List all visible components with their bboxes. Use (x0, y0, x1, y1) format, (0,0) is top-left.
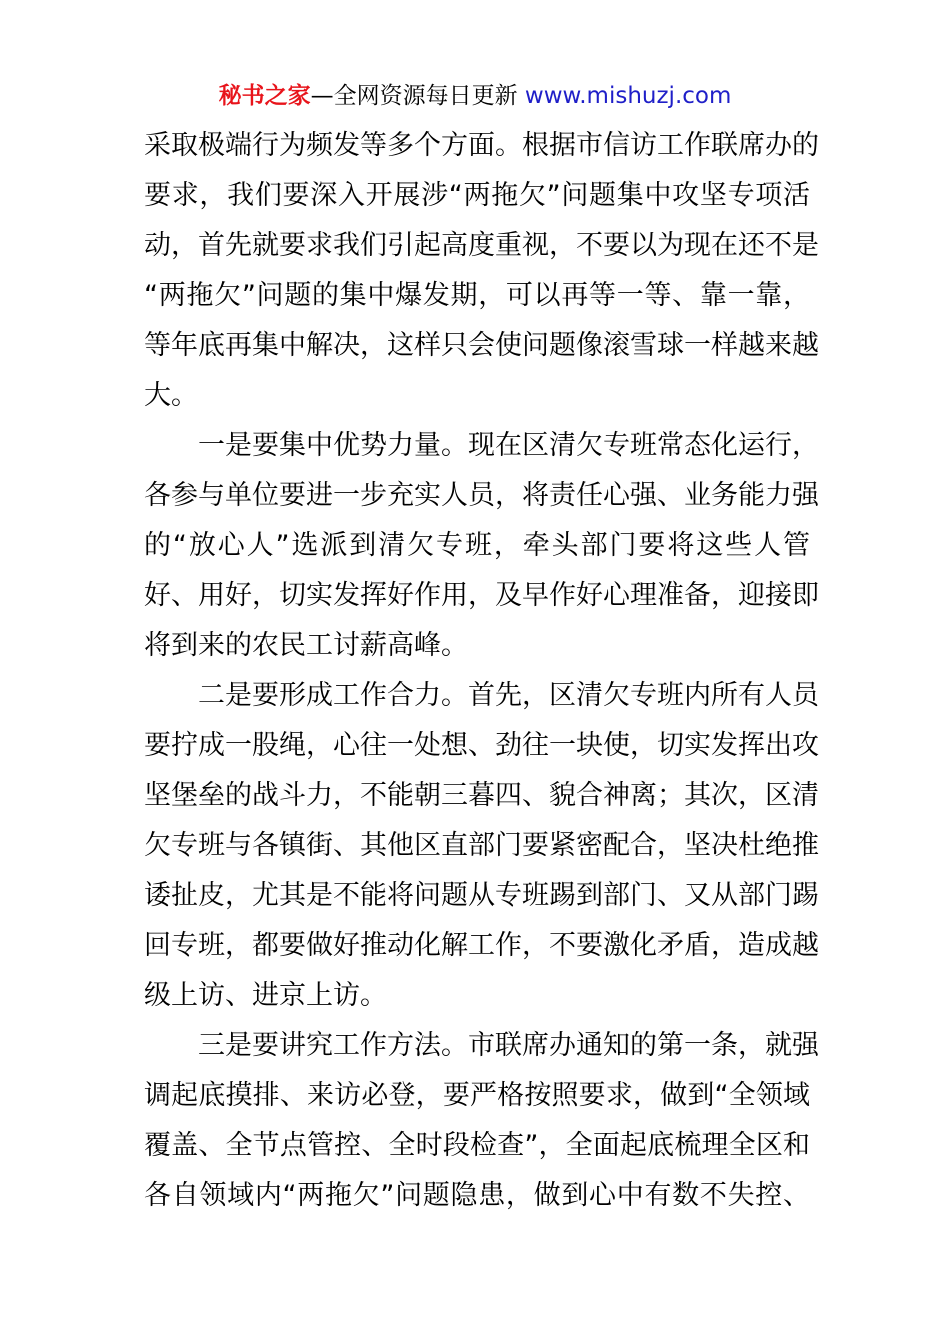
text-line: 欠专班与各镇街、其他区直部门要紧密配合，坚决杜绝推 (144, 830, 819, 861)
text-line: 动，首先就要求我们引起高度重视，不要以为现在还不是 (144, 230, 819, 261)
text-line: 各参与单位要进一步充实人员，将责任心强、业务能力强 (144, 480, 819, 511)
text-line: 好、用好，切实发挥好作用，及早作好心理准备，迎接即 (144, 580, 819, 611)
text-line: 二是要形成工作合力。首先，区清欠专班内所有人员 (198, 680, 819, 711)
brand-name: 秘书之家 (218, 83, 311, 109)
text-line: 回专班，都要做好推动化解工作，不要激化矛盾，造成越 (144, 930, 819, 961)
text-line: 级上访、进京上访。 (144, 980, 387, 1011)
text-line: 一是要集中优势力量。现在区清欠专班常态化运行， (198, 430, 819, 461)
text-line: 大。 (144, 380, 198, 411)
paragraph-intro (144, 121, 819, 421)
text-line: 将到来的农民工讨薪高峰。 (144, 630, 468, 661)
text-line: 的“放心人”选派到清欠专班，牵头部门要将这些人管 (144, 530, 810, 561)
text-line: 等年底再集中解决，这样只会使问题像滚雪球一样越来越 (144, 330, 819, 361)
text-line: 诿扯皮，尤其是不能将问题从专班踢到部门、又从部门踢 (144, 880, 819, 911)
header-tagline: —全网资源每日更新 (310, 83, 518, 109)
text-line: 调起底摸排、来访必登，要严格按照要求，做到“全领域 (144, 1080, 810, 1111)
text-line: “两拖欠”问题的集中爆发期，可以再等一等、靠一靠， (144, 280, 810, 311)
paragraph-point-one (144, 421, 819, 671)
text-line: 要拧成一股绳，心往一处想、劲往一块使，切实发挥出攻 (144, 730, 819, 761)
text-line: 坚堡垒的战斗力，不能朝三暮四、貌合神离；其次，区清 (144, 780, 819, 811)
text-line: 要求，我们要深入开展涉“两拖欠”问题集中攻坚专项活 (144, 180, 810, 211)
text-line: 覆盖、全节点管控、全时段检查”，全面起底梳理全区和 (144, 1130, 810, 1161)
website-link[interactable]: www.mishuzj.com (524, 83, 732, 109)
document-body (144, 121, 819, 1221)
page-header (0, 80, 950, 112)
paragraph-point-three (144, 1021, 819, 1221)
text-line: 采取极端行为频发等多个方面。根据市信访工作联席办的 (144, 130, 819, 161)
paragraph-point-two (144, 671, 819, 1021)
text-line: 三是要讲究工作方法。市联席办通知的第一条，就强 (198, 1030, 819, 1061)
text-line: 各自领域内“两拖欠”问题隐患，做到心中有数不失控、 (144, 1180, 810, 1211)
